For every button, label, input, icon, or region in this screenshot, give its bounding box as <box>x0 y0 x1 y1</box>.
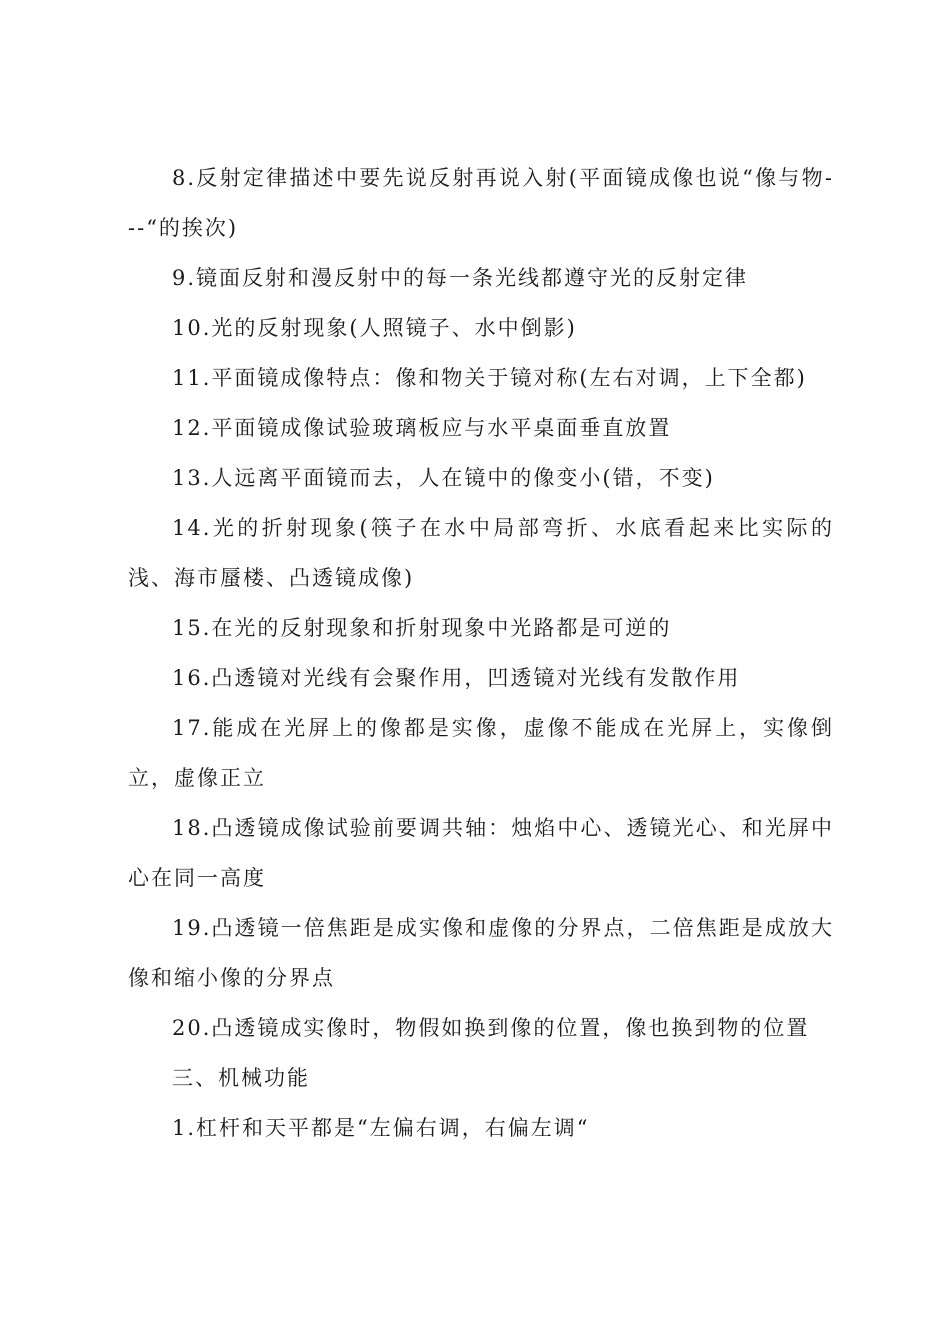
paragraph-14: 14.光的折射现象(筷子在水中局部弯折、水底看起来比实际的浅、海市蜃楼、凸透镜成像) <box>128 516 834 590</box>
paragraph-15: 15.在光的反射现象和折射现象中光路都是可逆的 <box>172 616 672 640</box>
document-body <box>128 153 834 1153</box>
paragraph-20: 20.凸透镜成实像时，物假如换到像的位置，像也换到物的位置 <box>172 1016 810 1040</box>
paragraph-10: 10.光的反射现象(人照镜子、水中倒影) <box>172 316 577 340</box>
paragraph-12: 12.平面镜成像试验玻璃板应与水平桌面垂直放置 <box>172 416 672 440</box>
paragraph-9: 9.镜面反射和漫反射中的每一条光线都遵守光的反射定律 <box>172 266 749 290</box>
paragraph-8: 8.反射定律描述中要先说反射再说入射(平面镜成像也说“像与物---“的挨次) <box>128 166 834 240</box>
paragraph-17: 17.能成在光屏上的像都是实像，虚像不能成在光屏上，实像倒立，虚像正立 <box>128 716 834 790</box>
section-heading: 三、机械功能 <box>172 1066 310 1090</box>
section-paragraph-1: 1.杠杆和天平都是“左偏右调，右偏左调“ <box>172 1116 590 1140</box>
paragraph-18: 18.凸透镜成像试验前要调共轴：烛焰中心、透镜光心、和光屏中心在同一高度 <box>128 816 834 890</box>
paragraph-19: 19.凸透镜一倍焦距是成实像和虚像的分界点，二倍焦距是成放大像和缩小像的分界点 <box>128 916 834 990</box>
paragraph-13: 13.人远离平面镜而去，人在镜中的像变小(错，不变) <box>172 466 715 490</box>
paragraph-16: 16.凸透镜对光线有会聚作用，凹透镜对光线有发散作用 <box>172 666 741 690</box>
paragraph-11: 11.平面镜成像特点：像和物关于镜对称(左右对调，上下全都) <box>172 366 807 390</box>
